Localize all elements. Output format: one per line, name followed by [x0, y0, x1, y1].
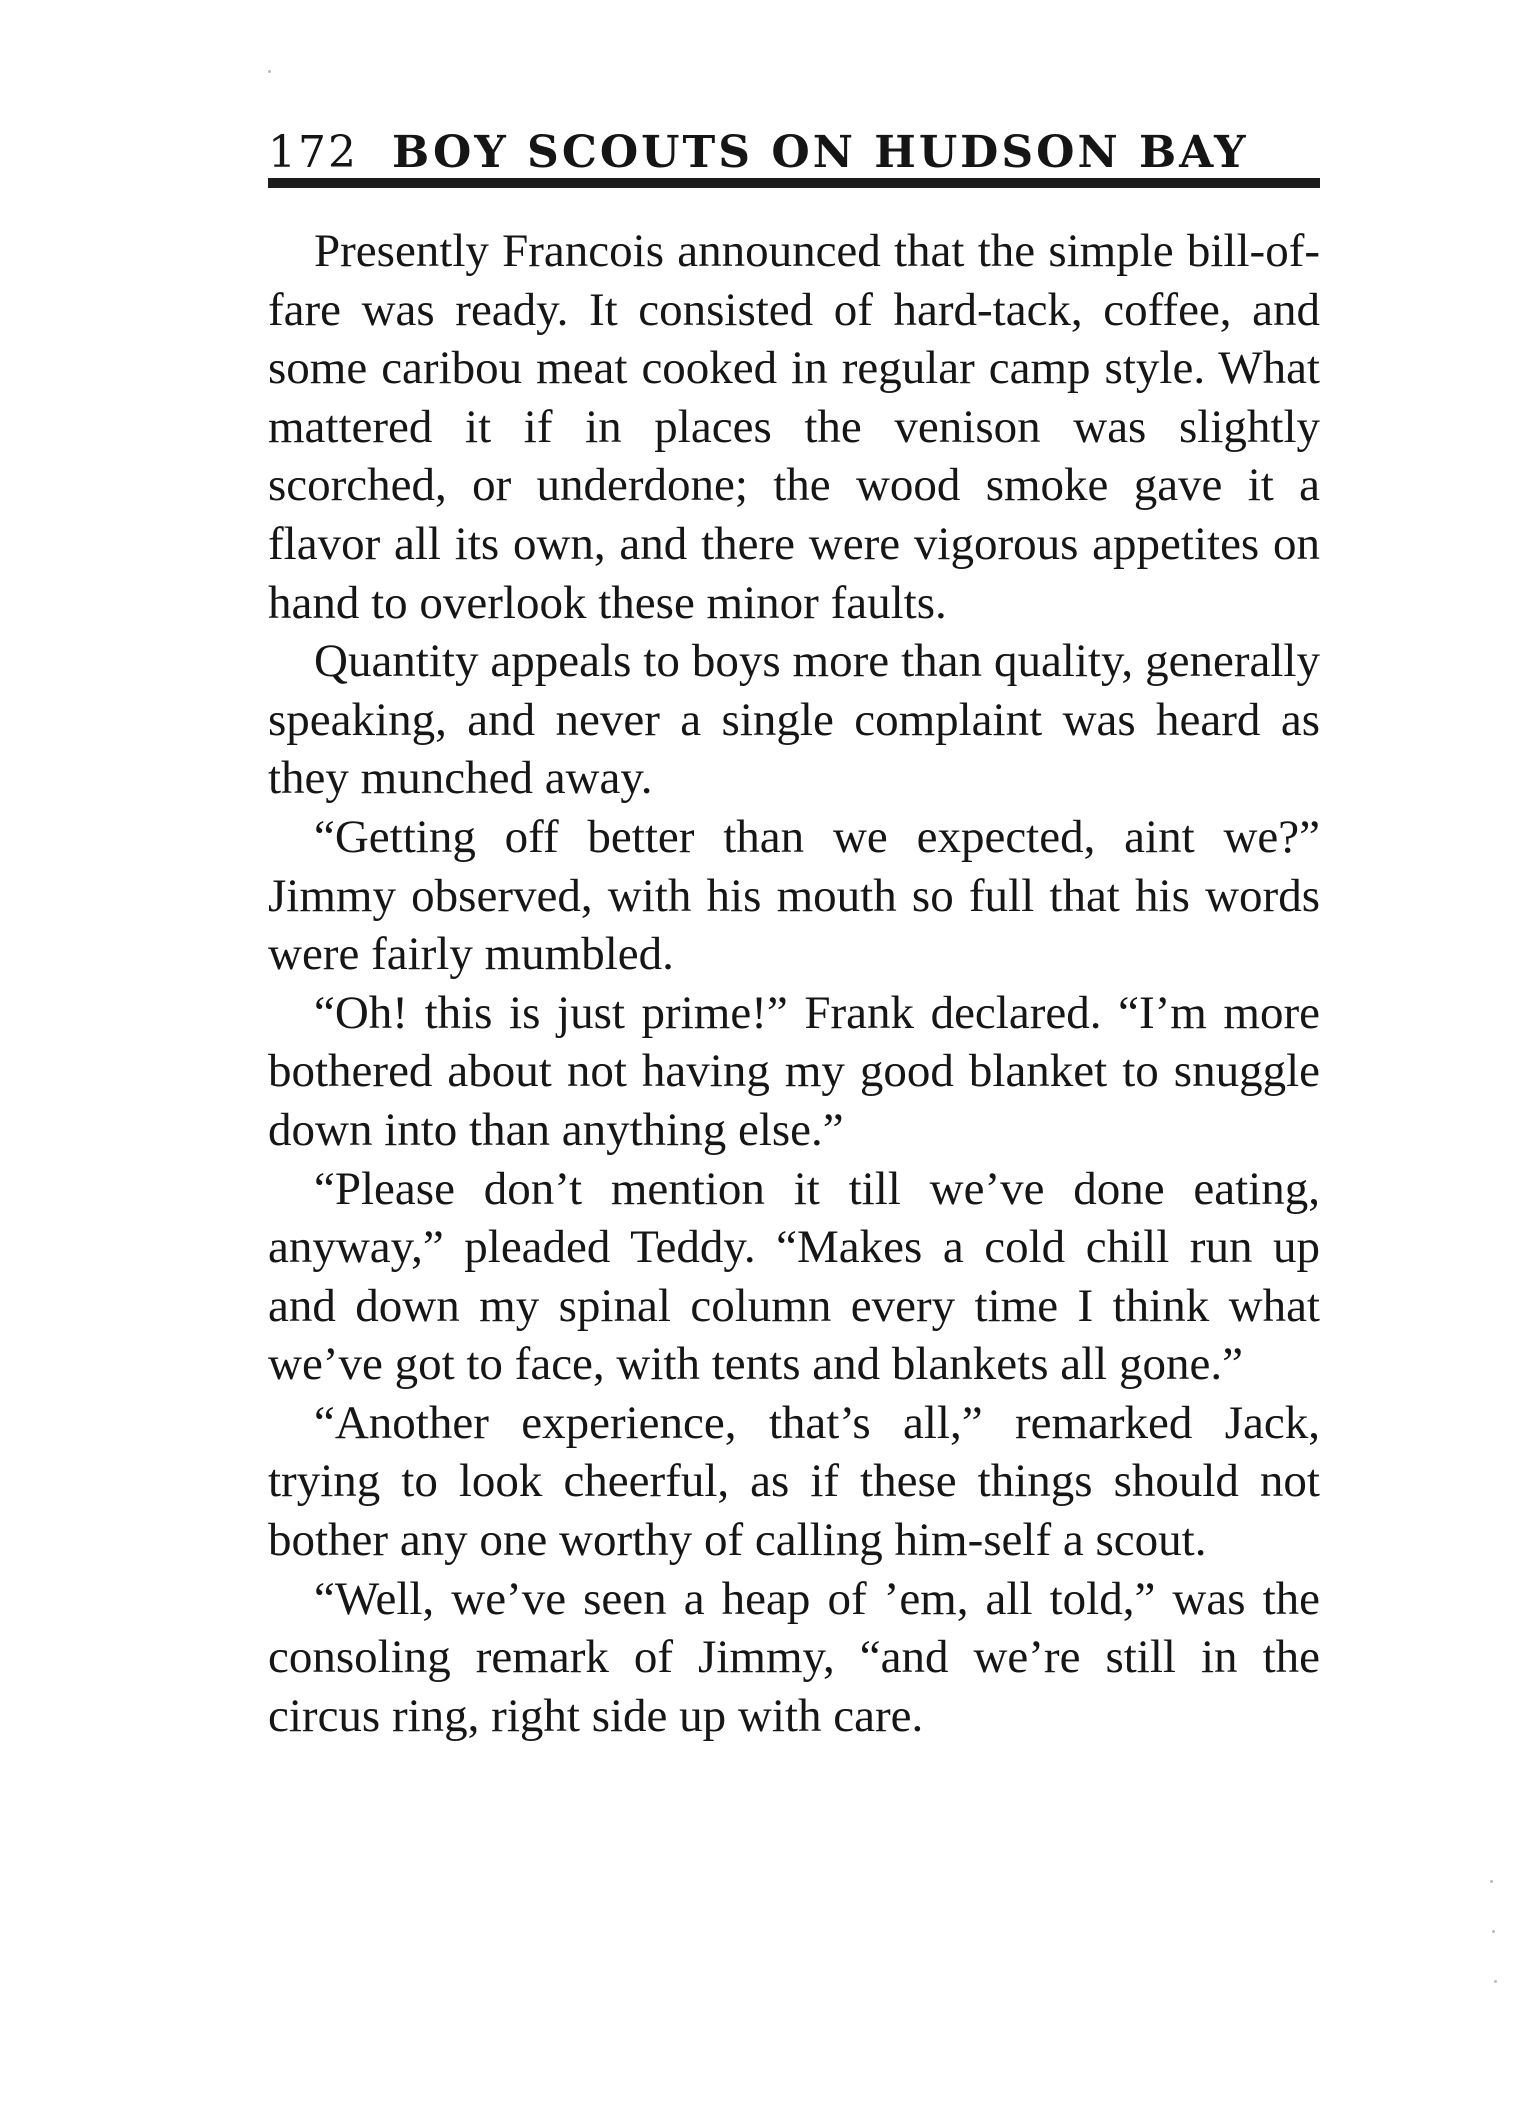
paragraph: “Getting off better than we expected, aint we?” Jimmy observed, with his mouth so full that his words were fairly mumbled. [268, 810, 1320, 981]
body-text [268, 222, 1320, 1745]
header-rule [268, 178, 1320, 188]
paragraph: “Another experience, that’s all,” remarked Jack, trying to look cheerful, as if these things should not bother any one worthy of calling him-self a scout. [268, 1396, 1320, 1567]
page-number: 172 [268, 127, 358, 178]
paper-speck [268, 70, 271, 73]
paper-speck [1494, 1980, 1497, 1983]
paragraph: Presently Francois announced that the simple bill-of-fare was ready. It consisted of hard-tack, coffee, and some caribou meat cooked in regular camp style. What mattered it if in places the venison was slightly scorched, or underdone; the wood smoke gave it a flavor all its own, and there were vigorous appetites on hand to overlook these minor faults. [268, 225, 1320, 629]
paragraph: “Oh! this is just prime!” Frank declared. “I’m more bothered about not having my good blanket to snuggle down into than anything else.” [268, 986, 1320, 1156]
paragraph: “Please don’t mention it till we’ve done eating, anyway,” pleaded Teddy. “Makes a cold chill run up and down my spinal column every time I think what we’ve got to face, with tents and blankets all gone.” [268, 1162, 1320, 1391]
paper-speck [1492, 1930, 1495, 1933]
book-title: BOY SCOUTS ON HUDSON BAY [391, 127, 1249, 178]
paragraph: “Well, we’ve seen a heap of ’em, all told,” was the consoling remark of Jimmy, “and we’re still in the circus ring, right side up with care. [268, 1572, 1320, 1742]
paragraph: Quantity appeals to boys more than quality, generally speaking, and never a single complaint was heard as they munched away. [268, 635, 1320, 805]
paper-speck [1490, 1880, 1493, 1883]
running-head [268, 118, 1320, 178]
